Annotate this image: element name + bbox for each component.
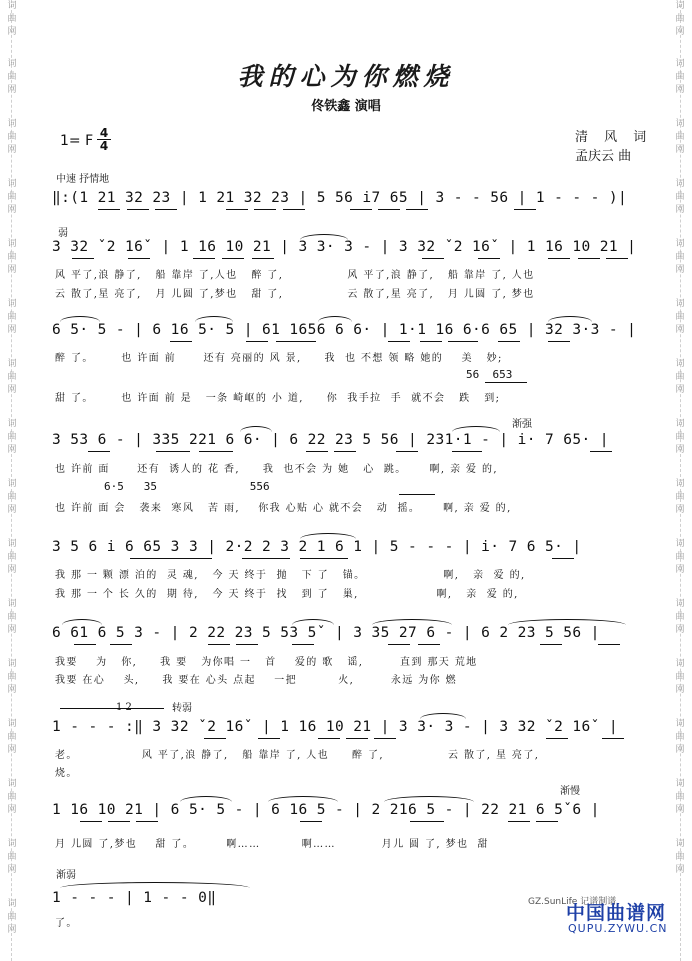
lyric-line-verse-2: 也 许前 面 会 袭来 寒风 苦 雨, 你我 心贴 心 就不会 动 摇。 啊, 亲 爱 的, bbox=[55, 503, 512, 514]
watermark-group: 词 曲 网 bbox=[7, 479, 17, 515]
verse-2-variant-notes: 56 653 bbox=[466, 368, 513, 381]
site-logo: 中国曲谱网 bbox=[566, 902, 667, 924]
watermark-group: 词 曲 网 bbox=[675, 239, 685, 275]
notation-line: 1 - - - :‖ 3 32 ˇ2 16ˇ | 1 16 10 21 | 3 3· 3 - | 3 32 ˇ2 16ˇ | bbox=[52, 719, 619, 735]
lyric-line-verse-1: 月 儿圆 了,梦也 甜 了。 啊…… 啊…… 月儿 圆 了, 梦也 甜 bbox=[55, 839, 489, 850]
note-underline bbox=[127, 209, 149, 210]
watermark-group: 词 曲 网 bbox=[7, 419, 17, 455]
note-underline bbox=[396, 451, 418, 452]
lyric-line-verse-1: 醉 了。 也 许面 前 还有 亮丽的 风 景, 我 也 不想 领 略 她的 美 妙; bbox=[55, 353, 503, 364]
notation-line: 1 16 10 21 | 6 5· 5 - | 6 16 5 - | 2 216 5 - | 22 21 6 5ˇ6 | bbox=[52, 802, 600, 818]
note-underline bbox=[410, 821, 444, 822]
watermark-group: 词 曲 网 bbox=[7, 659, 17, 695]
note-underline bbox=[514, 209, 536, 210]
note-underline bbox=[388, 644, 410, 645]
slur bbox=[384, 796, 474, 802]
lyric-line-verse-1: 老。 风 平了,浪 静了, 船 靠岸 了, 人也 醉 了, 云 散了, 星 亮了, bbox=[55, 750, 540, 761]
watermark-group: 词 曲 网 bbox=[675, 719, 685, 755]
note-underline bbox=[590, 451, 612, 452]
notation-line: 6 61 6 5 3 - | 2 22 23 5 53 5ˇ | 3 35 27 6 - | 6 2 23 5 56 | bbox=[52, 625, 600, 641]
lyric-line-verse-2: 我 那 一 个 长 久的 期 待, 今 天 终于 找 到 了 巢, 啊, 亲 爱 的, bbox=[55, 589, 519, 600]
watermark-group: 词 曲 网 bbox=[7, 119, 17, 155]
song-title: 我的心为你燃烧 bbox=[237, 62, 455, 91]
watermark-group: 词 曲 网 bbox=[675, 179, 685, 215]
tempo-mark-ritardando: 渐慢 bbox=[560, 786, 580, 797]
notation-line: 3 53 6 - | 335 221 6 6· | 6 22 23 5 56 | 231·1 - | i· 7 65· | bbox=[52, 432, 609, 448]
note-underline bbox=[598, 644, 620, 645]
time-signature bbox=[97, 127, 111, 152]
note-underline bbox=[399, 494, 435, 495]
dynamic-mark-crescendo: 渐强 bbox=[512, 419, 532, 430]
slur bbox=[372, 619, 452, 625]
note-underline bbox=[155, 209, 177, 210]
site-url: QUPU.ZYWU.CN bbox=[568, 922, 668, 935]
note-underline bbox=[406, 209, 428, 210]
tempo-mark: 中速 抒情地 bbox=[56, 174, 110, 185]
note-underline bbox=[136, 821, 158, 822]
note-underline bbox=[540, 644, 562, 645]
credits bbox=[575, 128, 652, 166]
note-underline bbox=[72, 258, 94, 259]
note-underline bbox=[258, 738, 280, 739]
slur bbox=[195, 316, 233, 322]
watermark-group: 词 曲 网 bbox=[675, 779, 685, 815]
lyric-line-verse-1: 了。 bbox=[55, 918, 78, 929]
note-underline bbox=[199, 451, 233, 452]
beat-denominator: 4 bbox=[99, 139, 109, 153]
note-underline bbox=[204, 738, 226, 739]
note-underline bbox=[350, 209, 372, 210]
watermark-group: 词 曲 网 bbox=[7, 1, 17, 37]
note-underline bbox=[276, 341, 316, 342]
note-underline bbox=[300, 558, 348, 559]
note-underline bbox=[246, 341, 268, 342]
lyric-line-verse-1: 我 那 一 颗 漂 泊的 灵 魂, 今 天 终于 抛 下 了 锚。 啊, 亲 爱 的, bbox=[55, 570, 526, 581]
note-underline bbox=[222, 258, 244, 259]
transcriber-credit: GZ.SunLife 记谱制谱 bbox=[528, 897, 617, 907]
note-underline bbox=[346, 738, 368, 739]
note-underline bbox=[546, 738, 568, 739]
note-underline bbox=[108, 821, 130, 822]
dynamic-mark-weak: 弱 bbox=[58, 228, 68, 239]
note-underline bbox=[498, 341, 520, 342]
watermark-group: 词 曲 网 bbox=[7, 779, 17, 815]
watermark-group: 词 曲 网 bbox=[7, 59, 17, 95]
note-underline bbox=[110, 644, 132, 645]
lyric-line-verse-2: 我要 在心 头, 我 要在 心头 点起 一把 火, 永远 为你 燃 bbox=[55, 675, 457, 686]
note-underline bbox=[242, 558, 290, 559]
note-underline bbox=[98, 209, 120, 210]
note-underline bbox=[226, 209, 248, 210]
slur bbox=[62, 619, 102, 625]
slur bbox=[548, 316, 592, 322]
watermark-group: 词 曲 网 bbox=[675, 299, 685, 335]
notation-line: ‖:(1 21 32 23 | 1 21 32 23 | 5 56 i7 65 | 3 - - 56 | 1 - - - )| bbox=[52, 190, 628, 206]
note-underline bbox=[448, 341, 478, 342]
lyric-line-verse-2: 烧。 bbox=[55, 768, 78, 779]
slur bbox=[60, 316, 100, 322]
watermark-group: 词 曲 网 bbox=[675, 659, 685, 695]
note-underline bbox=[88, 451, 110, 452]
volta-number: 1 2 bbox=[116, 702, 132, 713]
note-underline bbox=[602, 738, 624, 739]
lyric-line-verse-2: 云 散了,星 亮了, 月 儿圆 了,梦也 甜 了, 云 散了,星 亮了, 月 儿圆 了, 梦也 bbox=[55, 289, 535, 300]
slur bbox=[180, 796, 232, 802]
slur bbox=[420, 713, 466, 719]
lyric-line-verse-1: 也 许前 面 还有 诱人的 花 香, 我 也不会 为 她 心 跳。 啊, 亲 爱 的, bbox=[55, 464, 499, 475]
watermark-group: 词 曲 网 bbox=[675, 539, 685, 575]
note-underline bbox=[478, 258, 500, 259]
composer-credit: 孟庆云 曲 bbox=[575, 149, 632, 164]
watermark-group: 词 曲 网 bbox=[675, 359, 685, 395]
watermark-group: 词 曲 网 bbox=[7, 239, 17, 275]
note-underline bbox=[74, 644, 96, 645]
note-underline bbox=[452, 451, 482, 452]
watermark-group: 词 曲 网 bbox=[675, 479, 685, 515]
note-underline bbox=[292, 644, 314, 645]
note-underline bbox=[182, 558, 212, 559]
note-underline bbox=[170, 341, 192, 342]
note-underline bbox=[318, 738, 340, 739]
lyric-line-verse-1: 风 平了,浪 静了, 船 靠岸 了,人也 醉 了, 风 平了,浪 静了, 船 靠岸 了, 人也 bbox=[55, 270, 535, 281]
dynamic-mark-fade: 渐弱 bbox=[56, 870, 76, 881]
right-watermark-column bbox=[670, 0, 690, 961]
singer-credit: 佟铁鑫 演唱 bbox=[311, 99, 381, 114]
watermark-group: 词 曲 网 bbox=[7, 719, 17, 755]
key-signature: 1= F bbox=[60, 133, 94, 149]
slur bbox=[292, 619, 334, 625]
note-underline bbox=[420, 341, 442, 342]
notation-line: 6 5· 5 - | 6 16 5· 5 | 61 1656 6 6· | 1·1 16 6·6 65 | 32 3·3 - | bbox=[52, 322, 637, 338]
left-watermark-column bbox=[2, 0, 22, 961]
slur bbox=[268, 796, 338, 802]
note-underline bbox=[508, 821, 530, 822]
watermark-group: 词 曲 网 bbox=[675, 59, 685, 95]
watermark-group: 词 曲 网 bbox=[7, 299, 17, 335]
slur bbox=[318, 316, 352, 322]
watermark-group: 词 曲 网 bbox=[675, 119, 685, 155]
note-underline bbox=[374, 738, 396, 739]
note-underline bbox=[548, 258, 570, 259]
slur bbox=[240, 426, 272, 432]
lyric-line-verse-1: 我要 为 你, 我 要 为你唱 一 首 爱的 歌 谣, 直到 那天 荒地 bbox=[55, 657, 478, 668]
lyricist-credit: 清 风 词 bbox=[575, 130, 653, 145]
watermark-group: 词 曲 网 bbox=[7, 359, 17, 395]
note-underline bbox=[236, 644, 258, 645]
note-underline bbox=[485, 382, 527, 383]
watermark-group: 词 曲 网 bbox=[7, 899, 17, 935]
watermark-group: 词 曲 网 bbox=[7, 539, 17, 575]
note-underline bbox=[300, 821, 322, 822]
volta-bracket-line bbox=[60, 708, 164, 709]
note-underline bbox=[422, 258, 444, 259]
notation-line: 3 32 ˇ2 16ˇ | 1 16 10 21 | 3 3· 3 - | 3 32 ˇ2 16ˇ | 1 16 10 21 | bbox=[52, 239, 637, 255]
note-underline bbox=[388, 341, 410, 342]
note-underline bbox=[252, 258, 274, 259]
note-underline bbox=[548, 341, 570, 342]
note-underline bbox=[130, 558, 152, 559]
watermark-group: 词 曲 网 bbox=[675, 419, 685, 455]
slur bbox=[300, 234, 348, 240]
verse-2-variant-notes: 6·5 35 556 bbox=[104, 480, 270, 493]
note-underline bbox=[306, 451, 328, 452]
note-underline bbox=[254, 209, 276, 210]
note-underline bbox=[552, 558, 574, 559]
watermark-group: 词 曲 网 bbox=[675, 1, 685, 37]
note-underline bbox=[378, 209, 400, 210]
note-underline bbox=[80, 821, 102, 822]
watermark-group: 词 曲 网 bbox=[675, 839, 685, 875]
tie bbox=[60, 882, 250, 888]
watermark-group: 词 曲 网 bbox=[7, 599, 17, 635]
note-underline bbox=[606, 258, 628, 259]
slur bbox=[300, 533, 356, 539]
note-underline bbox=[156, 451, 190, 452]
slur bbox=[452, 426, 500, 432]
note-underline bbox=[283, 209, 305, 210]
dynamic-mark-diminuendo: 转弱 bbox=[172, 703, 192, 714]
slur bbox=[508, 619, 626, 625]
notation-line: 1 - - - | 1 - - 0‖ bbox=[52, 890, 217, 906]
lyric-line-verse-2: 甜 了。 也 许面 前 是 一条 崎岖的 小 道, 你 我手拉 手 就不会 跌 到; bbox=[55, 393, 501, 404]
beat-numerator: 4 bbox=[97, 127, 111, 140]
watermark-group: 词 曲 网 bbox=[7, 839, 17, 875]
note-underline bbox=[578, 258, 600, 259]
watermark-group: 词 曲 网 bbox=[7, 179, 17, 215]
note-underline bbox=[193, 258, 215, 259]
note-underline bbox=[208, 644, 230, 645]
note-underline bbox=[128, 258, 150, 259]
notation-line: 3 5 6 i 6 65 3 3 | 2·2 2 3 2 1 6 1 | 5 - - - | i· 7 6 5· | bbox=[52, 539, 582, 555]
watermark-group: 词 曲 网 bbox=[675, 599, 685, 635]
note-underline bbox=[536, 821, 558, 822]
note-underline bbox=[418, 644, 440, 645]
note-underline bbox=[334, 451, 356, 452]
